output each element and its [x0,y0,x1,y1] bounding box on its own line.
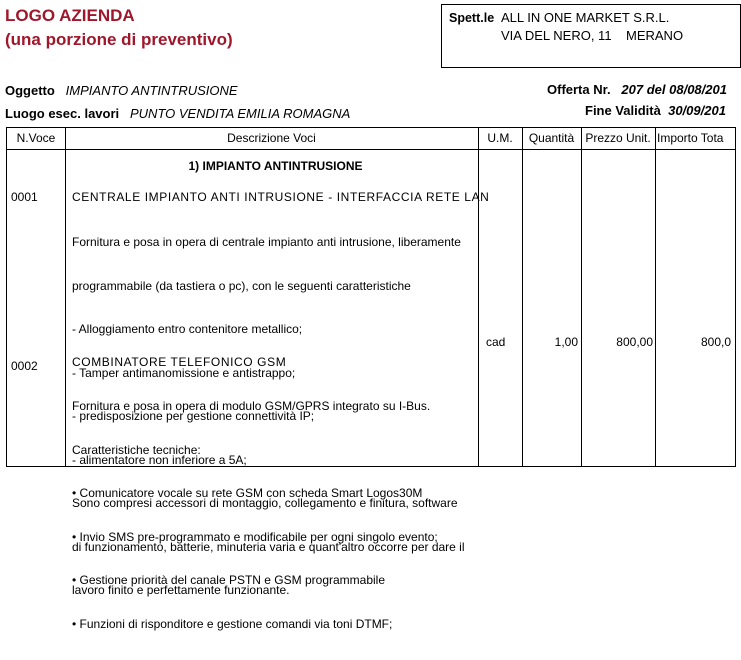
section-title: 1) IMPIANTO ANTINTRUSIONE [188,159,363,173]
row-title: CENTRALE IMPIANTO ANTI INTRUSIONE - INTERFACCIA RETE LAN [72,190,490,204]
offerta-value: 207 del 08/08/201 [621,82,727,97]
description-line: di funzionamento, batterie, minuteria varia e quant'altro occorre per dare il [72,539,465,554]
validita-line [585,103,726,118]
validita-value: 30/09/201 [668,103,726,118]
row-code: 0002 [11,359,38,373]
column-header-nvoce: N.Voce [16,131,56,145]
offerta-label: Offerta Nr. [547,82,611,97]
logo-title: LOGO AZIENDA [5,6,135,25]
col-divider [478,128,479,466]
oggetto-line [5,83,238,98]
description-line: Fornitura e posa in opera di centrale impianto anti intrusione, liberamente [72,235,461,249]
description-line: Caratteristiche tecniche: [72,442,201,457]
description-line: Fornitura e posa in opera di modulo GSM/GPRS integrato su I-Bus. [72,399,431,413]
description-line: Sono compresi accessori di montaggio, collegamento e finitura, software [72,496,458,510]
luogo-label: Luogo esec. lavori [5,106,120,121]
header-divider [7,149,735,150]
row-quantity: 1,00 [554,335,578,349]
col-divider [65,128,66,466]
logo-subtitle: (una porzione di preventivo) [5,30,233,49]
col-divider [522,128,523,466]
company-logo-text [5,4,233,52]
column-header-quantita: Quantità [528,131,575,145]
validita-label: Fine Validità [585,103,661,118]
recipient-label: Spett.le [449,11,495,25]
column-header-um: U.M. [487,131,513,145]
description-line: • Comunicatore vocale su rete GSM con scheda Smart Logos30M [72,486,423,500]
description-line: • Gestione priorità del canale PSTN e GSM programmabile [72,573,386,587]
oggetto-label: Oggetto [5,83,55,98]
row-code: 0001 [11,190,38,204]
column-header-importo: Importo Tota [657,131,724,145]
description-line: lavoro finito e perfettamente funzionante. [72,583,290,597]
recipient-address: VIA DEL NERO, 11 MERANO [501,28,684,43]
description-line: - predisposizione per gestione connettività IP; [72,409,315,423]
recipient-box [441,4,741,68]
row-title: COMBINATORE TELEFONICO GSM [72,355,287,369]
row-unit-price: 800,00 [616,335,653,349]
description-line: programmabile (da tastiera o pc), con le seguenti caratteristiche [72,278,411,293]
description-line: - alimentatore non inferiore a 5A; [72,452,247,467]
row-um: cad [486,335,506,349]
description-line: - Alloggiamento entro contenitore metallico; [72,322,303,336]
col-divider [655,128,656,466]
description-line: • Funzioni di risponditore e gestione comandi via toni DTMF; [72,616,393,631]
recipient-name: ALL IN ONE MARKET S.R.L. [501,10,670,25]
luogo-value: PUNTO VENDITA EMILIA ROMAGNA [130,106,351,121]
row-total: 800,0 [701,335,732,349]
column-header-descrizione: Descrizione Voci [227,131,316,145]
row-description [72,370,438,660]
col-divider [581,128,582,466]
quote-table [6,127,736,631]
luogo-line [5,106,350,121]
offerta-line [547,82,727,97]
column-header-prezzo: Prezzo Unit. [585,131,651,145]
description-line: - Tamper antimanomissione e antistrappo; [72,365,296,380]
oggetto-value: IMPIANTO ANTINTRUSIONE [65,83,238,98]
description-line: • Invio SMS pre-programmato e modificabile per ogni singolo evento; [72,529,438,544]
